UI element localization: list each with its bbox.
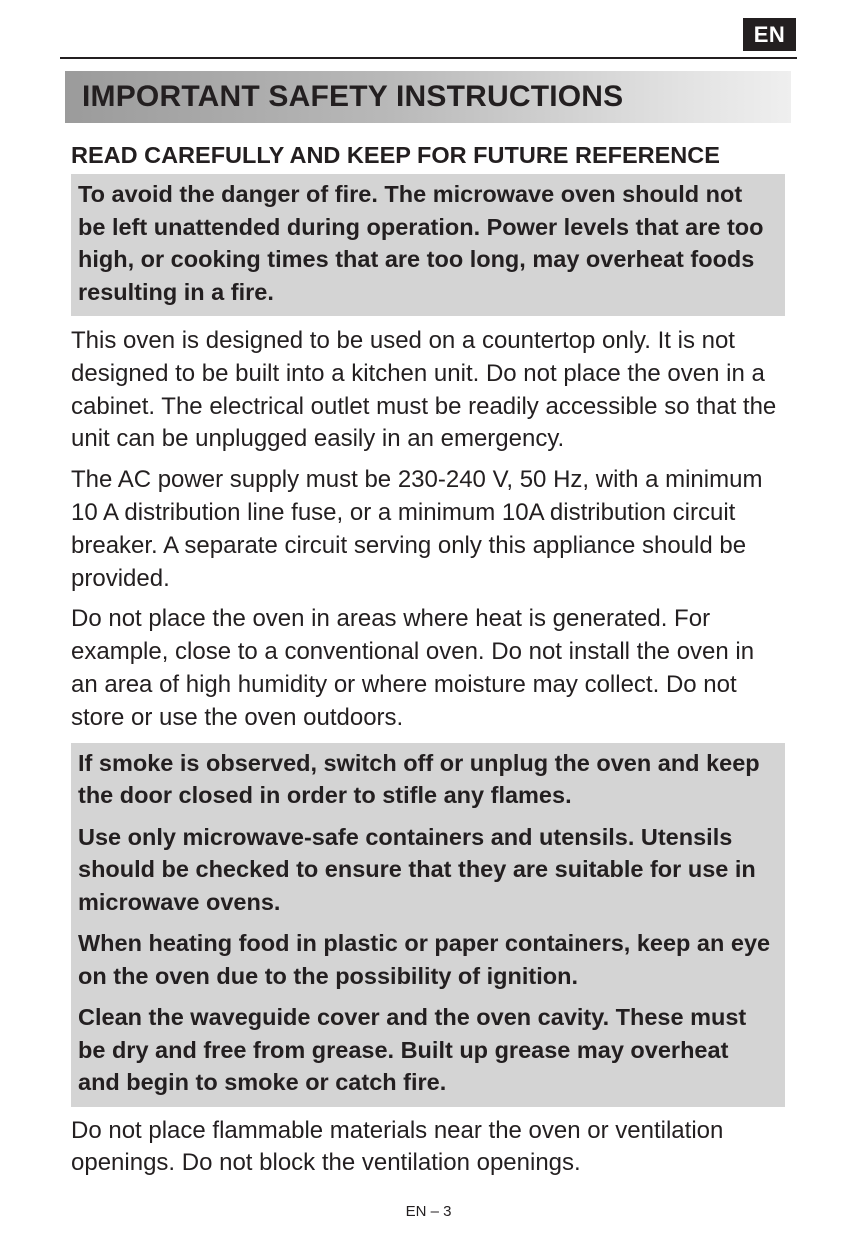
warning-text: When heating food in plastic or paper containers, keep an eye on the oven due to the possibility of ignition.	[78, 930, 771, 989]
warning-text: If smoke is observed, switch off or unplug the oven and keep the door closed in order to stifle any flames.	[78, 749, 760, 809]
paragraph-ventilation: Do not place flammable materials near the oven or ventilation openings. Do not block the ventilation openings.	[71, 1116, 724, 1177]
language-badge: EN	[743, 18, 796, 51]
section-title-bar	[65, 71, 791, 123]
warning-box-fire	[71, 174, 785, 316]
page-number: EN – 3	[405, 1203, 452, 1220]
subheading: READ CAREFULLY AND KEEP FOR FUTURE REFERENCE	[71, 142, 720, 168]
paragraph-power-supply: The AC power supply must be 230-240 V, 50 Hz, with a minimum 10 A distribution line fuse, or a minimum 10A distribution circuit breaker. A separate circuit serving only this appliance should be provided.	[71, 466, 763, 592]
header-divider	[60, 57, 797, 59]
section-title: IMPORTANT SAFETY INSTRUCTIONS	[82, 80, 624, 113]
paragraph-countertop: This oven is designed to be used on a countertop only. It is not designed to be built into a kitchen unit. Do not place the oven in a cabinet. The electrical outlet must be readily accessible so that the unit can be unplugged easily in an emergency.	[71, 327, 777, 453]
warning-text: Clean the waveguide cover and the oven cavity. These must be dry and free from grease. Built up grease may overheat and begin to smoke or catch fire.	[78, 1004, 747, 1096]
document-body	[71, 140, 785, 1180]
paragraph-placement: Do not place the oven in areas where heat is generated. For example, close to a conventional oven. Do not install the oven in an area of high humidity or where moisture may collect. Do not store or use the oven outdoors.	[71, 605, 755, 731]
warning-text: To avoid the danger of fire. The microwave oven should not be left unattended during operation. Power levels that are too high, or cooking times that are too long, may overheat foods resulting in a fire.	[78, 181, 764, 305]
warning-text: Use only microwave-safe containers and utensils. Utensils should be checked to ensure that they are suitable for use in microwave ovens.	[78, 823, 756, 915]
warning-box-safety	[71, 743, 785, 1107]
